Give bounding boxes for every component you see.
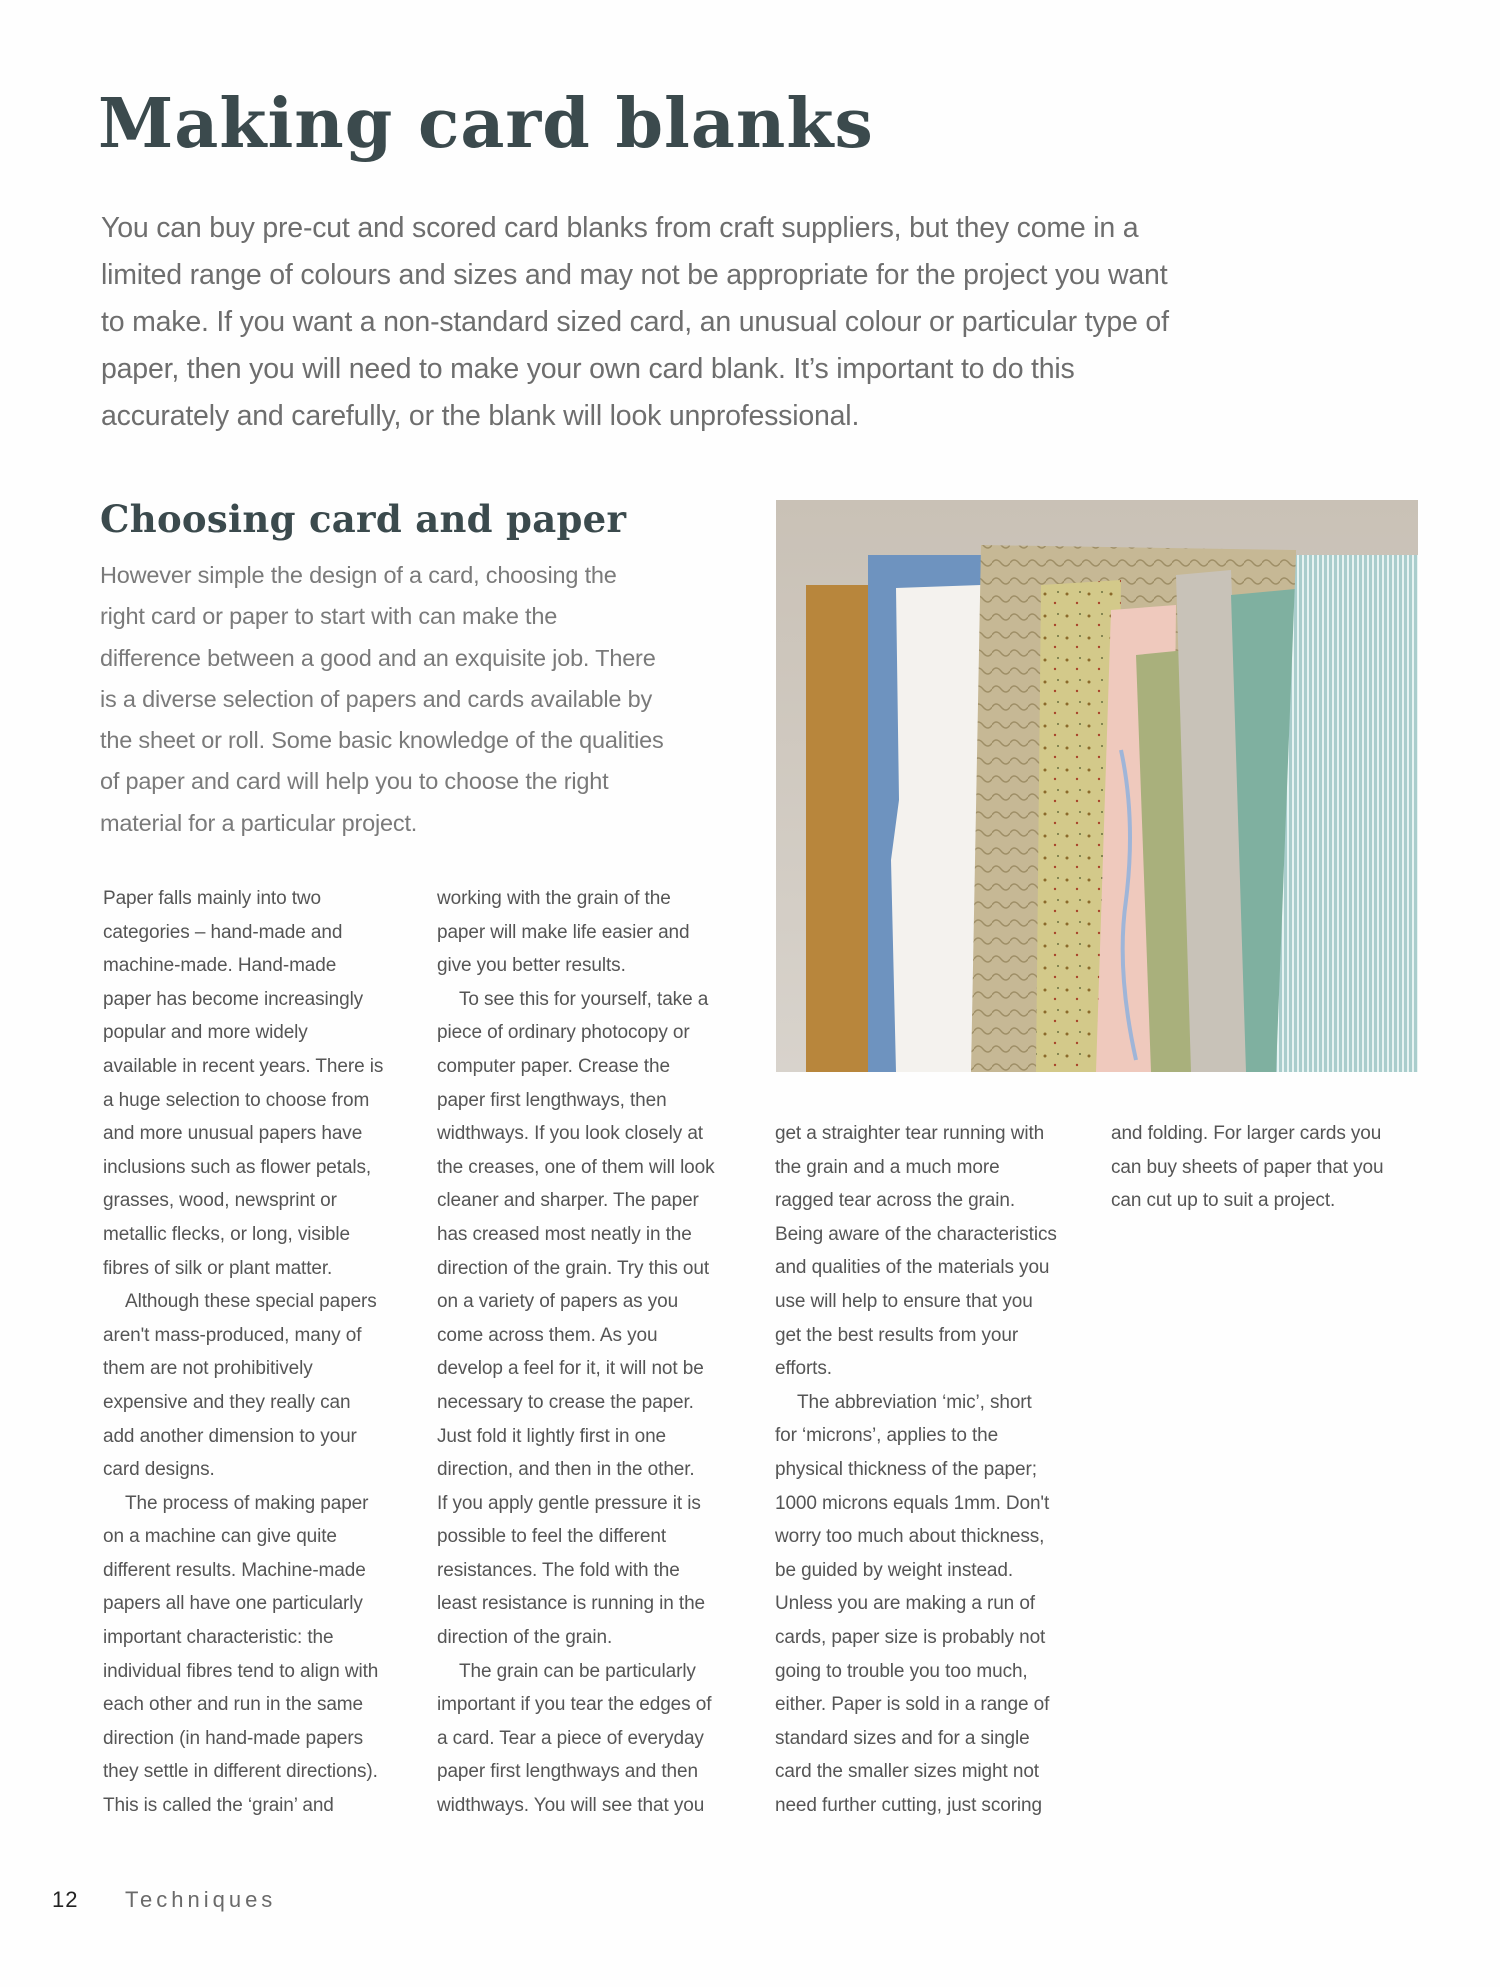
- body-line: ragged tear across the grain.: [775, 1190, 1016, 1212]
- body-line: and qualities of the materials you: [775, 1257, 1050, 1279]
- section-title: Choosing card and paper: [100, 497, 627, 541]
- intro-line: paper, then you will need to make your own card blank. It’s important to do this: [101, 353, 1075, 385]
- body-line: going to trouble you too much,: [775, 1660, 1028, 1682]
- body-line: Paper falls mainly into two: [103, 888, 322, 909]
- body-line: and folding. For larger cards you: [1111, 1123, 1382, 1144]
- body-line: paper has become increasingly: [103, 988, 364, 1010]
- body-line: get the best results from your: [775, 1324, 1019, 1346]
- body-line: give you better results.: [437, 955, 626, 977]
- section-intro-line: difference between a good and an exquisite job. There: [100, 644, 656, 671]
- body-line: necessary to crease the paper.: [437, 1391, 694, 1413]
- body-line: This is called the ‘grain’ and: [103, 1795, 334, 1817]
- body-line: card the smaller sizes might not: [775, 1761, 1039, 1783]
- body-line: direction (in hand-made papers: [103, 1727, 363, 1749]
- body-line: need further cutting, just scoring: [775, 1794, 1042, 1816]
- intro-paragraph: [101, 205, 1361, 440]
- body-line: least resistance is running in the: [437, 1593, 706, 1615]
- body-line: add another dimension to your: [103, 1425, 357, 1447]
- body-column-1: [103, 882, 433, 1823]
- body-line: papers all have one particularly: [103, 1593, 363, 1615]
- body-line: come across them. As you: [437, 1324, 658, 1346]
- body-line: the grain and a much more: [775, 1156, 1000, 1178]
- body-line: direction of the grain. Try this out: [437, 1257, 710, 1279]
- body-line: Being aware of the characteristics: [775, 1223, 1057, 1245]
- body-line: machine-made. Hand-made: [103, 955, 337, 977]
- body-line: physical thickness of the paper;: [775, 1458, 1037, 1480]
- body-line: individual fibres tend to align with: [103, 1660, 379, 1682]
- body-line: be guided by weight instead.: [775, 1559, 1014, 1581]
- intro-line: You can buy pre-cut and scored card blanks from craft suppliers, but they come in a: [101, 212, 1139, 244]
- body-line: paper first lengthways and then: [437, 1761, 698, 1783]
- body-line: grasses, wood, newsprint or: [103, 1190, 337, 1212]
- section-intro-line: is a diverse selection of papers and cards available by: [100, 685, 653, 712]
- body-line: standard sizes and for a single: [775, 1727, 1030, 1749]
- intro-line: limited range of colours and sizes and may not be appropriate for the project you want: [101, 259, 1168, 291]
- paper-samples-image: [776, 500, 1418, 1072]
- body-line: working with the grain of the: [437, 888, 671, 909]
- body-line: either. Paper is sold in a range of: [775, 1694, 1050, 1716]
- body-line: inclusions such as flower petals,: [103, 1156, 372, 1178]
- body-line: they settle in different directions).: [103, 1761, 378, 1783]
- body-line: the creases, one of them will look: [437, 1156, 715, 1178]
- body-column-2: [437, 882, 767, 1823]
- body-line: categories – hand-made and: [103, 921, 343, 943]
- body-line: If you apply gentle pressure it is: [437, 1492, 701, 1514]
- footer-section-label: Techniques: [125, 1887, 277, 1912]
- body-line: develop a feel for it, it will not be: [437, 1358, 704, 1380]
- body-line: different results. Machine-made: [103, 1559, 366, 1581]
- body-line: each other and run in the same: [103, 1694, 364, 1716]
- body-line: The process of making paper: [125, 1492, 369, 1514]
- body-line: for ‘microns’, applies to the: [775, 1425, 999, 1447]
- body-line: can buy sheets of paper that you: [1111, 1156, 1384, 1178]
- body-line: Although these special papers: [125, 1291, 377, 1313]
- body-line: expensive and they really can: [103, 1391, 351, 1413]
- body-line: paper will make life easier and: [437, 921, 690, 943]
- body-column-4: [1111, 1117, 1441, 1218]
- body-line: on a machine can give quite: [103, 1526, 337, 1548]
- body-line: a card. Tear a piece of everyday: [437, 1727, 704, 1749]
- intro-line: to make. If you want a non-standard sized card, an unusual colour or particular type of: [101, 306, 1169, 338]
- page-number: 12: [52, 1887, 79, 1912]
- body-line: a huge selection to choose from: [103, 1089, 370, 1111]
- body-line: available in recent years. There is: [103, 1055, 384, 1077]
- body-line: direction, and then in the other.: [437, 1459, 695, 1481]
- body-line: cards, paper size is probably not: [775, 1626, 1046, 1648]
- section-intro-line: right card or paper to start with can make the: [100, 603, 558, 630]
- body-line: and more unusual papers have: [103, 1123, 363, 1145]
- body-line: metallic flecks, or long, visible: [103, 1223, 350, 1245]
- body-line: popular and more widely: [103, 1022, 308, 1044]
- body-line: efforts.: [775, 1358, 832, 1380]
- body-line: Unless you are making a run of: [775, 1593, 1035, 1615]
- body-line: widthways. You will see that you: [437, 1795, 705, 1817]
- body-line: widthways. If you look closely at: [437, 1123, 703, 1145]
- body-line: aren't mass-produced, many of: [103, 1324, 362, 1346]
- body-line: paper first lengthways, then: [437, 1089, 667, 1111]
- body-line: 1000 microns equals 1mm. Don't: [775, 1492, 1050, 1514]
- body-line: card designs.: [103, 1459, 215, 1481]
- body-line: computer paper. Crease the: [437, 1055, 670, 1077]
- section-intro-line: material for a particular project.: [100, 809, 418, 836]
- body-line: direction of the grain.: [437, 1627, 613, 1649]
- body-line: on a variety of papers as you: [437, 1291, 679, 1313]
- body-line: To see this for yourself, take a: [459, 988, 709, 1010]
- page-title: Making card blanks: [98, 84, 874, 164]
- body-line: can cut up to suit a project.: [1111, 1190, 1336, 1212]
- body-line: has creased most neatly in the: [437, 1223, 692, 1245]
- body-line: resistances. The fold with the: [437, 1559, 680, 1581]
- body-line: piece of ordinary photocopy or: [437, 1022, 690, 1044]
- body-line: The grain can be particularly: [459, 1660, 696, 1682]
- body-line: cleaner and sharper. The paper: [437, 1190, 699, 1212]
- body-line: important if you tear the edges of: [437, 1694, 712, 1716]
- section-intro-line: of paper and card will help you to choose the right: [100, 768, 609, 795]
- body-line: fibres of silk or plant matter.: [103, 1257, 333, 1279]
- body-line: use will help to ensure that you: [775, 1290, 1033, 1312]
- intro-line: accurately and carefully, or the blank will look unprofessional.: [101, 400, 860, 432]
- body-column-3: [775, 1117, 1105, 1822]
- section-intro-line: the sheet or roll. Some basic knowledge of the qualities: [100, 727, 664, 754]
- body-line: them are not prohibitively: [103, 1358, 313, 1380]
- body-line: The abbreviation ‘mic’, short: [797, 1391, 1032, 1413]
- body-line: get a straighter tear running with: [775, 1123, 1045, 1144]
- body-line: worry too much about thickness,: [775, 1526, 1045, 1548]
- body-line: possible to feel the different: [437, 1526, 667, 1548]
- section-intro: [100, 555, 760, 844]
- section-intro-line: However simple the design of a card, choosing the: [100, 562, 617, 588]
- paper-samples-photo: [776, 500, 1418, 1072]
- body-line: important characteristic: the: [103, 1627, 334, 1649]
- body-line: Just fold it lightly first in one: [437, 1425, 667, 1447]
